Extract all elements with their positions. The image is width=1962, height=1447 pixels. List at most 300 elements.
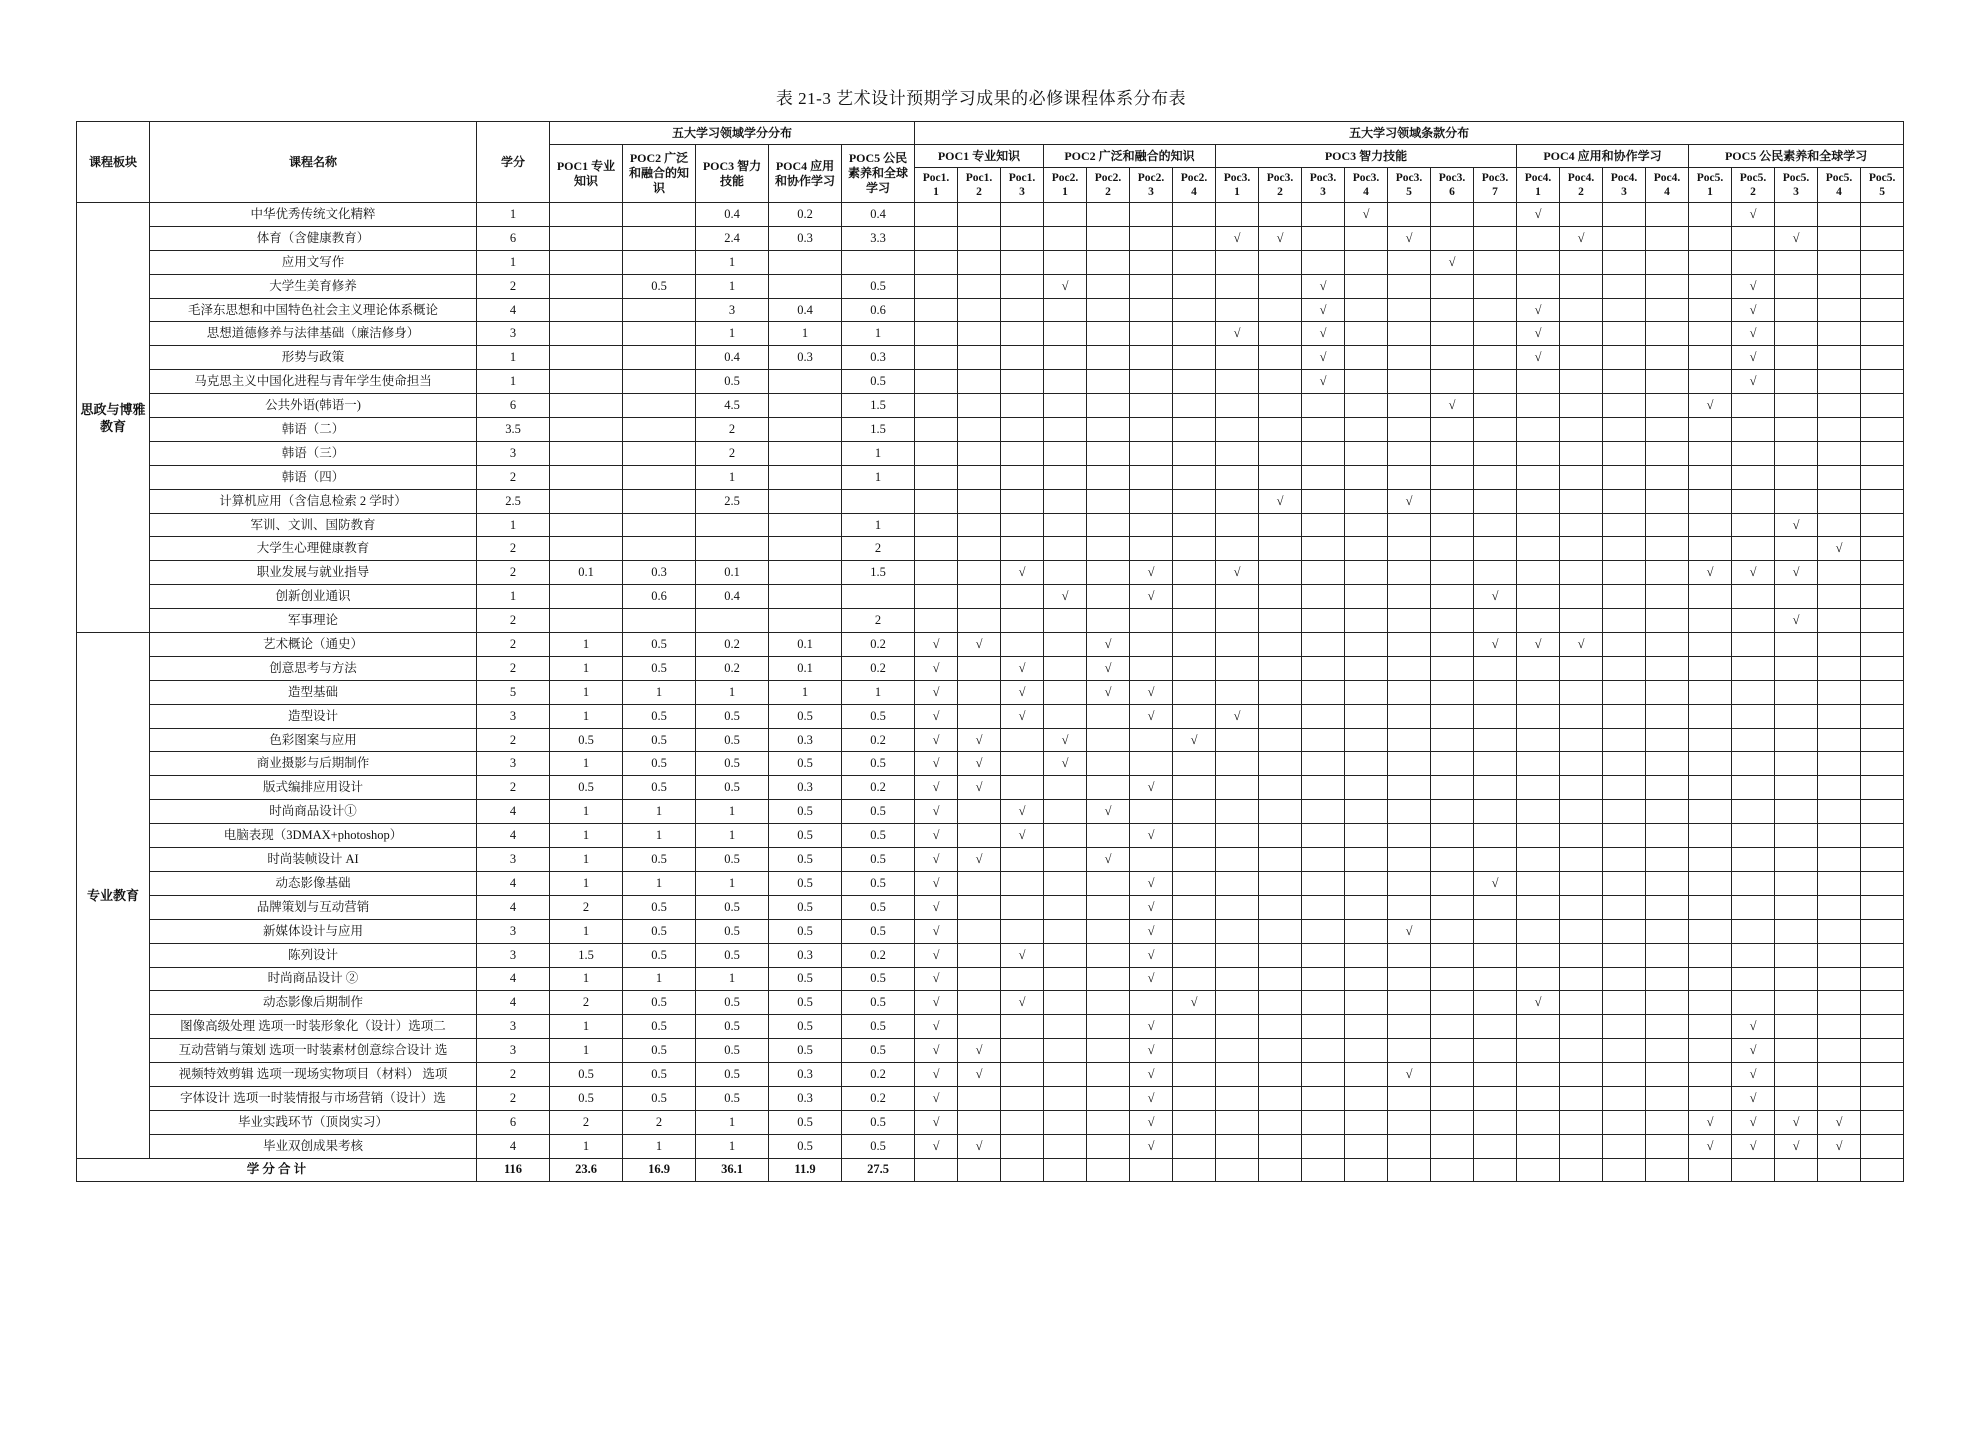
empty-cell — [1775, 585, 1818, 609]
empty-cell — [1345, 680, 1388, 704]
poc3-credit: 0.5 — [696, 991, 769, 1015]
empty-cell — [1603, 704, 1646, 728]
empty-cell — [1173, 465, 1216, 489]
empty-cell — [1216, 441, 1259, 465]
course-credit: 4 — [477, 298, 550, 322]
empty-cell — [1087, 824, 1130, 848]
empty-cell — [1087, 537, 1130, 561]
empty-cell — [1560, 274, 1603, 298]
check-mark: √ — [1818, 1110, 1861, 1134]
check-mark: √ — [1130, 704, 1173, 728]
empty-cell — [1087, 441, 1130, 465]
empty-cell — [1517, 1110, 1560, 1134]
poc5-credit: 2 — [842, 609, 915, 633]
empty-cell — [1259, 441, 1302, 465]
empty-cell — [1474, 1134, 1517, 1158]
check-mark: √ — [1302, 322, 1345, 346]
empty-cell — [1431, 513, 1474, 537]
empty-cell — [1431, 585, 1474, 609]
check-mark: √ — [1560, 226, 1603, 250]
empty-cell — [1861, 1158, 1904, 1181]
empty-cell — [1173, 394, 1216, 418]
table-row — [77, 871, 1904, 895]
header-poc-credit-3: POC3 智力技能 — [696, 145, 769, 203]
empty-cell — [1130, 418, 1173, 442]
empty-cell — [1818, 226, 1861, 250]
empty-cell — [1689, 298, 1732, 322]
check-mark: √ — [1044, 585, 1087, 609]
empty-cell — [1044, 322, 1087, 346]
empty-cell — [1861, 1063, 1904, 1087]
empty-cell — [1474, 656, 1517, 680]
empty-cell — [1431, 967, 1474, 991]
poc2-credit — [623, 226, 696, 250]
poc2-credit — [623, 346, 696, 370]
course-credit: 3 — [477, 1039, 550, 1063]
empty-cell — [1517, 274, 1560, 298]
check-mark: √ — [1818, 537, 1861, 561]
poc3-credit: 1 — [696, 274, 769, 298]
empty-cell — [1087, 1015, 1130, 1039]
poc5-credit: 0.5 — [842, 871, 915, 895]
check-mark: √ — [915, 728, 958, 752]
poc5-credit — [842, 489, 915, 513]
empty-cell — [958, 489, 1001, 513]
empty-cell — [1560, 680, 1603, 704]
empty-cell — [1474, 919, 1517, 943]
empty-cell — [1775, 752, 1818, 776]
empty-cell — [1861, 322, 1904, 346]
empty-cell — [1259, 418, 1302, 442]
check-mark: √ — [915, 967, 958, 991]
poc5-credit: 1.5 — [842, 418, 915, 442]
empty-cell — [1044, 1134, 1087, 1158]
empty-cell — [1560, 1086, 1603, 1110]
empty-cell — [1818, 346, 1861, 370]
empty-cell — [1474, 1063, 1517, 1087]
empty-cell — [1560, 537, 1603, 561]
empty-cell — [1216, 656, 1259, 680]
empty-cell — [1603, 585, 1646, 609]
empty-cell — [1173, 1110, 1216, 1134]
empty-cell — [1431, 370, 1474, 394]
section-label: 专业教育 — [77, 633, 150, 1159]
check-mark: √ — [1259, 226, 1302, 250]
check-mark: √ — [1044, 752, 1087, 776]
empty-cell — [1861, 1086, 1904, 1110]
empty-cell — [1130, 728, 1173, 752]
poc3-credit: 0.5 — [696, 1086, 769, 1110]
empty-cell — [1603, 943, 1646, 967]
poc1-credit: 1 — [550, 1015, 623, 1039]
empty-cell — [1001, 418, 1044, 442]
poc1-credit: 1 — [550, 633, 623, 657]
empty-cell — [1646, 848, 1689, 872]
empty-cell — [1044, 680, 1087, 704]
total-poc1: 23.6 — [550, 1158, 623, 1181]
empty-cell — [1388, 585, 1431, 609]
course-name: 造型设计 — [150, 704, 477, 728]
empty-cell — [1001, 465, 1044, 489]
empty-cell — [1259, 895, 1302, 919]
header-credit-distribution: 五大学习领域学分分布 — [550, 122, 915, 145]
empty-cell — [1603, 465, 1646, 489]
empty-cell — [1173, 274, 1216, 298]
check-mark: √ — [1173, 728, 1216, 752]
empty-cell — [1173, 513, 1216, 537]
empty-cell — [1173, 776, 1216, 800]
empty-cell — [958, 537, 1001, 561]
empty-cell — [1087, 967, 1130, 991]
check-mark: √ — [1001, 704, 1044, 728]
table-row — [77, 394, 1904, 418]
check-mark: √ — [958, 633, 1001, 657]
check-mark: √ — [1775, 513, 1818, 537]
empty-cell — [1861, 370, 1904, 394]
empty-cell — [1431, 418, 1474, 442]
check-mark: √ — [1474, 871, 1517, 895]
empty-cell — [1474, 537, 1517, 561]
empty-cell — [1130, 537, 1173, 561]
empty-cell — [915, 298, 958, 322]
empty-cell — [1689, 609, 1732, 633]
empty-cell — [1603, 776, 1646, 800]
empty-cell — [1775, 370, 1818, 394]
table-row — [77, 1086, 1904, 1110]
empty-cell — [1474, 824, 1517, 848]
empty-cell — [1560, 848, 1603, 872]
check-mark: √ — [1517, 203, 1560, 227]
poc1-credit — [550, 274, 623, 298]
empty-cell — [1345, 489, 1388, 513]
empty-cell — [1044, 370, 1087, 394]
empty-cell — [1560, 704, 1603, 728]
poc1-credit — [550, 394, 623, 418]
empty-cell — [1689, 1039, 1732, 1063]
empty-cell — [1517, 585, 1560, 609]
empty-cell — [1431, 1086, 1474, 1110]
header-poc-clause-8: Poc3. 1 — [1216, 168, 1259, 203]
empty-cell — [1216, 991, 1259, 1015]
table-row — [77, 489, 1904, 513]
empty-cell — [1560, 752, 1603, 776]
empty-cell — [1818, 1063, 1861, 1087]
empty-cell — [1775, 824, 1818, 848]
empty-cell — [1560, 1015, 1603, 1039]
course-name: 公共外语(韩语一) — [150, 394, 477, 418]
check-mark: √ — [915, 776, 958, 800]
empty-cell — [1861, 656, 1904, 680]
empty-cell — [1302, 1110, 1345, 1134]
course-credit: 2 — [477, 1063, 550, 1087]
empty-cell — [1775, 776, 1818, 800]
poc1-credit: 1 — [550, 967, 623, 991]
empty-cell — [1345, 704, 1388, 728]
empty-cell — [1732, 728, 1775, 752]
empty-cell — [1345, 1086, 1388, 1110]
header-poc-clause-10: Poc3. 3 — [1302, 168, 1345, 203]
table-row — [77, 298, 1904, 322]
table-row — [77, 1134, 1904, 1158]
empty-cell — [1861, 728, 1904, 752]
empty-cell — [1044, 991, 1087, 1015]
empty-cell — [1818, 704, 1861, 728]
empty-cell — [1259, 609, 1302, 633]
empty-cell — [1130, 203, 1173, 227]
empty-cell — [1818, 1158, 1861, 1181]
check-mark: √ — [1001, 561, 1044, 585]
empty-cell — [1259, 1158, 1302, 1181]
check-mark: √ — [1732, 322, 1775, 346]
poc4-credit — [769, 250, 842, 274]
poc4-credit — [769, 513, 842, 537]
empty-cell — [1560, 871, 1603, 895]
empty-cell — [1560, 800, 1603, 824]
poc1-credit: 0.5 — [550, 1086, 623, 1110]
empty-cell — [1603, 752, 1646, 776]
empty-cell — [1087, 489, 1130, 513]
empty-cell — [1775, 537, 1818, 561]
check-mark: √ — [1517, 298, 1560, 322]
poc1-credit: 1 — [550, 680, 623, 704]
empty-cell — [1216, 513, 1259, 537]
empty-cell — [1388, 513, 1431, 537]
empty-cell — [1302, 967, 1345, 991]
poc4-credit — [769, 537, 842, 561]
empty-cell — [1431, 1039, 1474, 1063]
poc4-credit: 0.3 — [769, 1063, 842, 1087]
poc1-credit: 2 — [550, 991, 623, 1015]
empty-cell — [1861, 537, 1904, 561]
empty-cell — [1216, 800, 1259, 824]
check-mark: √ — [915, 871, 958, 895]
empty-cell — [1689, 274, 1732, 298]
empty-cell — [1173, 871, 1216, 895]
empty-cell — [1431, 728, 1474, 752]
check-mark: √ — [1130, 871, 1173, 895]
course-credit: 2 — [477, 776, 550, 800]
table-row — [77, 322, 1904, 346]
header-poc-clause-16: Poc4. 2 — [1560, 168, 1603, 203]
empty-cell — [1560, 1063, 1603, 1087]
course-credit: 2.5 — [477, 489, 550, 513]
empty-cell — [1388, 943, 1431, 967]
empty-cell — [1560, 824, 1603, 848]
empty-cell — [1388, 370, 1431, 394]
empty-cell — [1861, 800, 1904, 824]
empty-cell — [1216, 680, 1259, 704]
empty-cell — [1603, 322, 1646, 346]
empty-cell — [1775, 800, 1818, 824]
empty-cell — [1087, 1110, 1130, 1134]
empty-cell — [1302, 537, 1345, 561]
poc3-credit: 1 — [696, 1110, 769, 1134]
poc5-credit: 0.4 — [842, 203, 915, 227]
poc3-credit: 0.2 — [696, 633, 769, 657]
poc4-credit: 0.5 — [769, 991, 842, 1015]
empty-cell — [1689, 633, 1732, 657]
empty-cell — [1818, 322, 1861, 346]
course-name: 计算机应用（含信息检索 2 学时） — [150, 489, 477, 513]
empty-cell — [1818, 1015, 1861, 1039]
empty-cell — [1173, 656, 1216, 680]
empty-cell — [1216, 967, 1259, 991]
check-mark: √ — [1130, 1063, 1173, 1087]
check-mark: √ — [915, 656, 958, 680]
check-mark: √ — [1130, 1015, 1173, 1039]
poc2-credit: 1 — [623, 680, 696, 704]
course-name: 中华优秀传统文化精粹 — [150, 203, 477, 227]
poc3-credit: 0.5 — [696, 895, 769, 919]
header-poc-group-1: POC1 专业知识 — [915, 145, 1044, 168]
check-mark: √ — [1130, 680, 1173, 704]
empty-cell — [1087, 1086, 1130, 1110]
poc1-credit — [550, 226, 623, 250]
poc3-credit: 2.5 — [696, 489, 769, 513]
empty-cell — [958, 895, 1001, 919]
course-credit: 3.5 — [477, 418, 550, 442]
empty-cell — [1388, 274, 1431, 298]
empty-cell — [1646, 322, 1689, 346]
empty-cell — [1431, 1110, 1474, 1134]
poc2-credit: 0.5 — [623, 943, 696, 967]
empty-cell — [1216, 1110, 1259, 1134]
check-mark: √ — [915, 1086, 958, 1110]
empty-cell — [1646, 489, 1689, 513]
empty-cell — [1345, 1039, 1388, 1063]
poc4-credit — [769, 441, 842, 465]
empty-cell — [1001, 274, 1044, 298]
empty-cell — [1130, 489, 1173, 513]
check-mark: √ — [1302, 346, 1345, 370]
course-credit: 4 — [477, 824, 550, 848]
empty-cell — [958, 609, 1001, 633]
empty-cell — [1431, 346, 1474, 370]
empty-cell — [1646, 274, 1689, 298]
empty-cell — [958, 1086, 1001, 1110]
empty-cell — [1732, 513, 1775, 537]
empty-cell — [1861, 394, 1904, 418]
empty-cell — [1732, 656, 1775, 680]
empty-cell — [1259, 298, 1302, 322]
check-mark: √ — [958, 1063, 1001, 1087]
poc2-credit: 0.5 — [623, 704, 696, 728]
empty-cell — [1345, 848, 1388, 872]
empty-cell — [1775, 1015, 1818, 1039]
course-name: 时尚装帧设计 AI — [150, 848, 477, 872]
empty-cell — [1259, 1063, 1302, 1087]
empty-cell — [1775, 203, 1818, 227]
empty-cell — [1861, 633, 1904, 657]
total-label: 学 分 合 计 — [77, 1158, 477, 1181]
empty-cell — [1130, 633, 1173, 657]
empty-cell — [1259, 1086, 1302, 1110]
empty-cell — [1431, 274, 1474, 298]
empty-cell — [1259, 680, 1302, 704]
empty-cell — [1517, 561, 1560, 585]
table-row — [77, 370, 1904, 394]
empty-cell — [1431, 1063, 1474, 1087]
empty-cell — [1474, 800, 1517, 824]
poc5-credit: 0.5 — [842, 1110, 915, 1134]
empty-cell — [1818, 895, 1861, 919]
empty-cell — [1216, 370, 1259, 394]
poc4-credit: 0.5 — [769, 1039, 842, 1063]
empty-cell — [1173, 226, 1216, 250]
empty-cell — [1216, 752, 1259, 776]
empty-cell — [1259, 585, 1302, 609]
empty-cell — [1302, 656, 1345, 680]
empty-cell — [1474, 1015, 1517, 1039]
empty-cell — [1173, 322, 1216, 346]
empty-cell — [1818, 441, 1861, 465]
empty-cell — [1603, 680, 1646, 704]
empty-cell — [1560, 346, 1603, 370]
check-mark: √ — [1130, 895, 1173, 919]
empty-cell — [1646, 943, 1689, 967]
empty-cell — [1345, 752, 1388, 776]
empty-cell — [1173, 1063, 1216, 1087]
course-credit: 5 — [477, 680, 550, 704]
empty-cell — [1302, 394, 1345, 418]
poc1-credit: 1 — [550, 1134, 623, 1158]
empty-cell — [1001, 346, 1044, 370]
empty-cell — [1087, 561, 1130, 585]
empty-cell — [1431, 848, 1474, 872]
empty-cell — [1646, 728, 1689, 752]
empty-cell — [1130, 656, 1173, 680]
empty-cell — [1517, 800, 1560, 824]
empty-cell — [1216, 919, 1259, 943]
poc3-credit: 1 — [696, 800, 769, 824]
empty-cell — [1130, 465, 1173, 489]
empty-cell — [1732, 250, 1775, 274]
table-row — [77, 346, 1904, 370]
empty-cell — [1603, 489, 1646, 513]
empty-cell — [1345, 1063, 1388, 1087]
empty-cell — [1044, 871, 1087, 895]
empty-cell — [1775, 298, 1818, 322]
empty-cell — [1775, 680, 1818, 704]
empty-cell — [1646, 776, 1689, 800]
empty-cell — [1818, 656, 1861, 680]
empty-cell — [1216, 871, 1259, 895]
empty-cell — [958, 394, 1001, 418]
empty-cell — [1259, 967, 1302, 991]
empty-cell — [1345, 991, 1388, 1015]
check-mark: √ — [1775, 561, 1818, 585]
empty-cell — [1517, 537, 1560, 561]
check-mark: √ — [1130, 585, 1173, 609]
poc1-credit: 1 — [550, 1039, 623, 1063]
header-section: 课程板块 — [77, 122, 150, 203]
empty-cell — [1732, 967, 1775, 991]
check-mark: √ — [1517, 322, 1560, 346]
empty-cell — [1259, 203, 1302, 227]
empty-cell — [1345, 346, 1388, 370]
table-row — [77, 680, 1904, 704]
empty-cell — [915, 585, 958, 609]
empty-cell — [1732, 441, 1775, 465]
empty-cell — [1173, 1134, 1216, 1158]
empty-cell — [1775, 441, 1818, 465]
poc5-credit: 0.5 — [842, 370, 915, 394]
empty-cell — [1087, 728, 1130, 752]
poc2-credit: 0.5 — [623, 274, 696, 298]
empty-cell — [1732, 609, 1775, 633]
empty-cell — [1388, 441, 1431, 465]
empty-cell — [1001, 633, 1044, 657]
